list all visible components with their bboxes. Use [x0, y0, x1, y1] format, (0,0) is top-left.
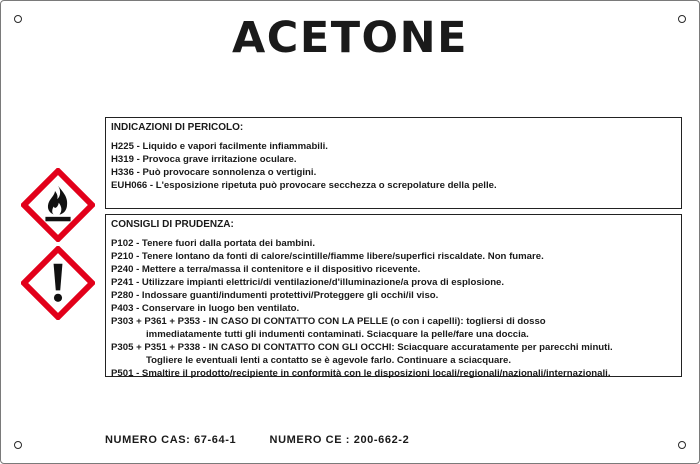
exclamation-icon: [21, 246, 95, 320]
precautionary-statements-box: [105, 214, 682, 377]
ce-value: 200-662-2: [353, 434, 410, 446]
identifier-footer: [105, 434, 409, 446]
advice-line: P305 + P351 + P338 - IN CASO DI CONTATTO CON GLI OCCHI: Sciacquare accuratamente per parecchi minuti.: [111, 342, 613, 353]
cas-value: 67-64-1: [194, 434, 237, 446]
advice-line: P403 - Conservare in luogo ben ventilato.: [111, 303, 300, 314]
hazard-line: H336 - Può provocare sonnolenza o vertigini.: [111, 167, 317, 178]
advice-line: P102 - Tenere fuori dalla portata dei bambini.: [111, 238, 316, 249]
advice-line: P241 - Utilizzare impianti elettrici/di ventilazione/d'illuminazione/a prova di esplosione.: [111, 277, 505, 288]
hazard-statements-box: [105, 117, 682, 209]
hazard-line: H225 - Liquido e vapori facilmente infiammabili.: [111, 141, 328, 152]
advice-line-continuation: Togliere le eventuali lenti a contatto se è agevole farlo. Continuare a sciacquare.: [146, 355, 512, 366]
cas-label: NUMERO CAS:: [105, 434, 191, 446]
advice-heading: CONSIGLI DI PRUDENZA:: [111, 219, 234, 230]
advice-line: P501 - Smaltire il prodotto/recipiente in conformità con le disposizioni locali/regionali/nazionali/internazionali.: [111, 368, 611, 379]
mounting-hole-icon: [678, 441, 686, 449]
advice-line: P210 - Tenere lontano da fonti di calore/scintille/fiamme libere/superfici riscaldate. Non fumare.: [111, 251, 544, 262]
mounting-hole-icon: [14, 441, 22, 449]
hazard-line: H319 - Provoca grave irritazione oculare.: [111, 154, 297, 165]
hazard-heading: INDICAZIONI DI PERICOLO:: [111, 122, 244, 133]
flame-icon: [21, 168, 95, 242]
advice-line: P240 - Mettere a terra/massa il contenitore e il dispositivo ricevente.: [111, 264, 421, 275]
hazard-line: EUH066 - L'esposizione ripetuta può provocare secchezza o screpolature della pelle.: [111, 180, 497, 191]
advice-line: P303 + P361 + P353 - IN CASO DI CONTATTO CON LA PELLE (o con i capelli): togliersi di dosso: [111, 316, 546, 327]
advice-line-continuation: immediatamente tutti gli indumenti contaminati. Sciacquare la pelle/fare una doccia.: [146, 329, 529, 340]
advice-line: P280 - Indossare guanti/indumenti protettivi/Proteggere gli occhi/il viso.: [111, 290, 439, 301]
sign-title: ACETONE: [232, 13, 468, 63]
ce-label: NUMERO CE :: [269, 434, 351, 446]
